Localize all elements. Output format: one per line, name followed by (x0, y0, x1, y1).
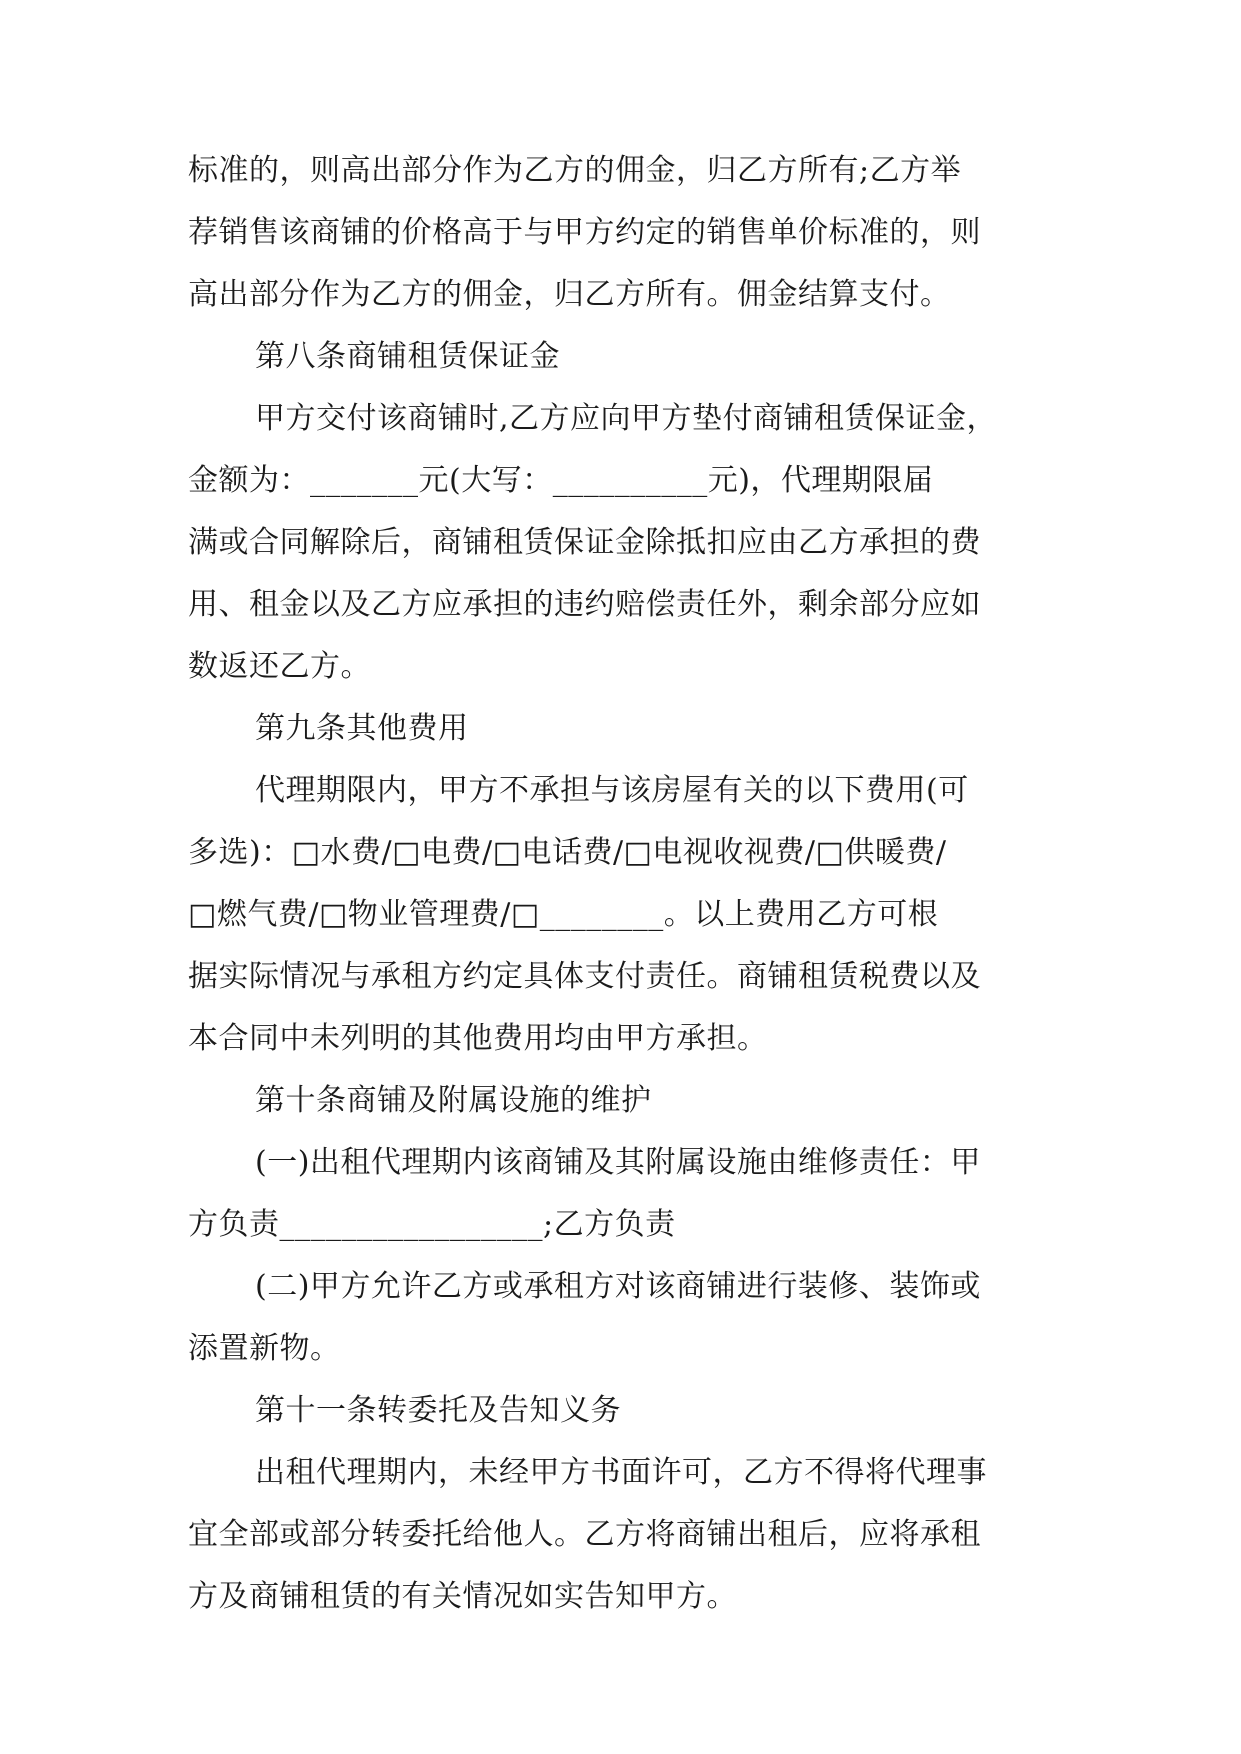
paragraph-line: 满或合同解除后，商铺租赁保证金除抵扣应由乙方承担的费 (188, 525, 981, 560)
paragraph-line: 据实际情况与承租方约定具体支付责任。商铺租赁税费以及 (188, 959, 981, 994)
paragraph-line: □燃气费/□物业管理费/□________。以上费用乙方可根 (188, 897, 939, 932)
paragraph-line: 荐销售该商铺的价格高于与甲方约定的销售单价标准的，则 (188, 215, 981, 250)
paragraph-line: 出租代理期内，未经甲方书面许可，乙方不得将代理事 (255, 1455, 987, 1490)
paragraph-line: 添置新物。 (188, 1331, 341, 1366)
paragraph-line: 甲方交付该商铺时,乙方应向甲方垫付商铺租赁保证金， (255, 401, 998, 436)
paragraph-line: 方负责_________________;乙方负责 (188, 1207, 676, 1242)
paragraph-line: 用、租金以及乙方应承担的违约赔偿责任外，剩余部分应如 (188, 587, 981, 622)
section-heading: 第八条商铺租赁保证金 (255, 339, 560, 374)
paragraph-line: 多选)：□水费/□电费/□电话费/□电视收视费/□供暖费/ (188, 835, 947, 870)
section-heading: 第十条商铺及附属设施的维护 (255, 1083, 652, 1118)
paragraph-line: 本合同中未列明的其他费用均由甲方承担。 (188, 1021, 768, 1056)
paragraph-line: 金额为：_______元(大写：__________元)，代理期限届 (188, 463, 934, 498)
paragraph-line: 数返还乙方。 (188, 649, 371, 684)
paragraph-line: 高出部分作为乙方的佣金，归乙方所有。佣金结算支付。 (188, 277, 951, 312)
paragraph-line: (一)出租代理期内该商铺及其附属设施由维修责任：甲 (255, 1145, 981, 1180)
paragraph-line: 宜全部或部分转委托给他人。乙方将商铺出租后，应将承租 (188, 1517, 981, 1552)
paragraph-line: 标准的，则高出部分作为乙方的佣金，归乙方所有;乙方举 (188, 153, 962, 188)
section-heading: 第十一条转委托及告知义务 (255, 1393, 621, 1428)
paragraph-line: (二)甲方允许乙方或承租方对该商铺进行装修、装饰或 (255, 1269, 981, 1304)
paragraph-line: 代理期限内，甲方不承担与该房屋有关的以下费用(可 (255, 773, 969, 808)
paragraph-line: 方及商铺租赁的有关情况如实告知甲方。 (188, 1579, 737, 1614)
section-heading: 第九条其他费用 (255, 711, 469, 746)
